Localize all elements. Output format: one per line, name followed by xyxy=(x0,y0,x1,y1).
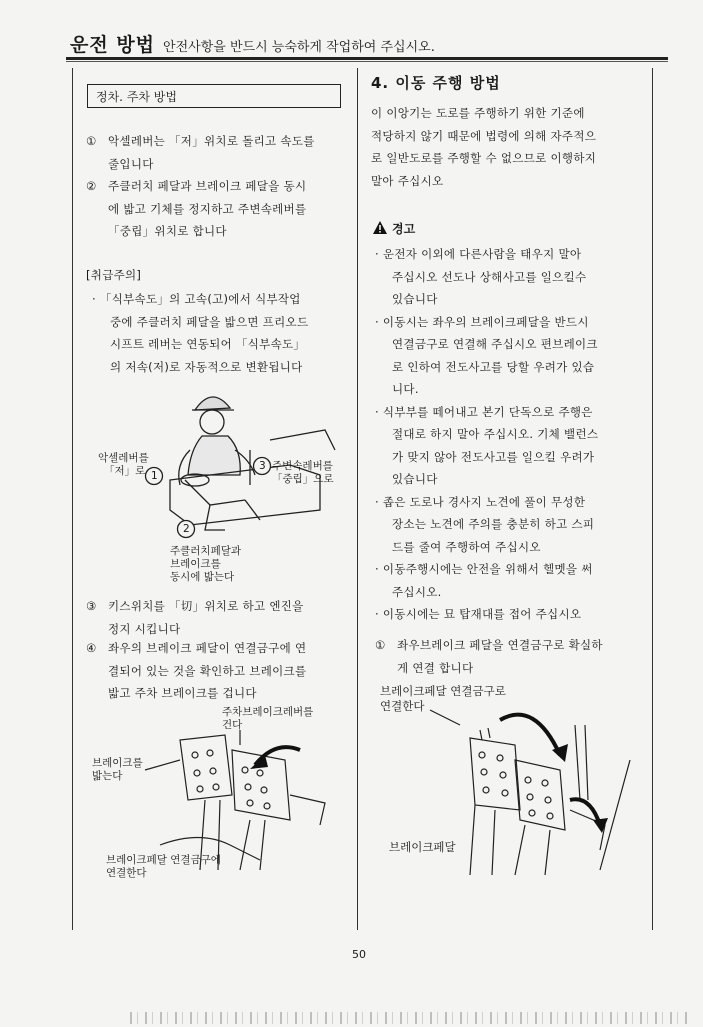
left-step4 xyxy=(86,637,356,705)
caution-line2: 중에 주클러치 페달을 밟으면 프리오드 xyxy=(110,314,309,329)
shift-label-line1: 주변속레버를 xyxy=(272,460,333,472)
caution-line3: 시프트 레버는 연동되어 「식부속도」 xyxy=(110,337,306,351)
step2-line1: 주클러치 페달과 브레이크 페달을 동시 xyxy=(108,179,307,193)
intro-line3: 로 일반도로를 주행할 수 없으므로 이행하지 xyxy=(371,151,597,165)
shift-label xyxy=(272,460,334,486)
warning-line2: 주십시오 선도나 상해사고를 일으킬수 xyxy=(392,269,587,284)
warning-block xyxy=(375,243,653,626)
warning-line4: · 이동시는 좌우의 브레이크페달을 반드시 xyxy=(375,314,589,329)
warning-line14: 드를 줄여 주행하여 주십시오 xyxy=(392,539,541,554)
right-connect-label-line2: 연결한다 xyxy=(380,699,425,713)
header-rule-thin xyxy=(66,61,668,62)
clutch-label xyxy=(170,545,241,584)
connect-bracket-label xyxy=(106,854,221,880)
accel-label-line2: 「저」로 xyxy=(104,465,146,477)
step3-line2: 정지 시킵니다 xyxy=(108,621,181,636)
intro-line1: 이 이앙기는 도로를 주행하기 위한 기준에 xyxy=(371,106,585,120)
warning-line15: · 이동주행시에는 안전을 위해서 헬멧을 써 xyxy=(375,562,593,576)
step2-num: ② xyxy=(86,179,97,193)
warning-label: 경고 xyxy=(392,222,416,236)
press-brake-label xyxy=(92,757,143,783)
right-step1-line2: 게 연결 합니다 xyxy=(397,660,474,675)
clutch-label-line2: 브레이크를 xyxy=(170,558,221,570)
clutch-label-line3: 동시에 밟는다 xyxy=(170,571,235,583)
left-step3 xyxy=(86,595,356,640)
accel-label-line1: 악셀레버를 xyxy=(98,452,149,464)
warning-line12: · 좁은 도로나 경사지 노견에 풀이 무성한 xyxy=(375,494,586,509)
warning-line13: 장소는 노견에 주의를 충분히 하고 스피 xyxy=(392,517,595,531)
connect-bracket-label-line2: 연결한다 xyxy=(106,867,147,879)
left-step2 xyxy=(86,175,356,243)
caution-block xyxy=(92,288,354,378)
step4-line3: 밟고 주차 브레이크를 겁니다 xyxy=(108,686,257,700)
intro-line4: 말아 주십시오 xyxy=(371,173,444,188)
right-connect-label-line1: 브레이크페달 연결금구로 xyxy=(380,684,506,698)
right-step1 xyxy=(375,634,653,679)
press-brake-label-line2: 밟는다 xyxy=(92,770,123,782)
step4-line1: 좌우의 브레이크 페달이 연결금구에 연 xyxy=(108,641,307,655)
left-step1 xyxy=(86,130,356,175)
warning-line8: · 식부부를 떼어내고 본기 단독으로 주행은 xyxy=(375,404,593,419)
right-pedal-label: 브레이크페달 xyxy=(389,840,456,854)
warning-line10: 가 맞지 않아 전도사고를 일으킬 우려가 xyxy=(392,449,595,464)
section-title: 4. 이동 주행 방법 xyxy=(371,74,501,92)
left-border xyxy=(72,68,73,930)
warning-line6: 로 인하여 전도사고를 당할 우려가 있습 xyxy=(392,359,595,374)
warning-line11: 있습니다 xyxy=(392,472,438,486)
header-rule xyxy=(66,57,668,60)
warning-line16: 주십시오. xyxy=(392,584,442,599)
intro-line2: 적당하지 않기 때문에 법령에 의해 자주적으 xyxy=(371,128,597,143)
warning-line5: 연결금구로 연결해 주십시오 편브레이크 xyxy=(392,337,598,351)
step1-num: ① xyxy=(86,134,97,148)
intro-block xyxy=(371,102,651,192)
header-title-small: 안전사항을 반드시 능숙하게 작업하여 주십시오. xyxy=(163,40,435,55)
warning-line1: · 운전자 이외에 다른사람을 태우지 말아 xyxy=(375,247,582,261)
step1-line1: 악셀레버는 「저」위치로 돌리고 속도를 xyxy=(108,134,315,148)
marker-3-text: 3 xyxy=(259,460,266,472)
warning-line3: 있습니다 xyxy=(392,292,438,306)
marker-2-text: 2 xyxy=(183,523,190,535)
brake-pedal-figure xyxy=(140,725,350,875)
caution-title: [취급주의] xyxy=(86,268,142,282)
press-brake-label-line1: 브레이크를 xyxy=(92,757,143,769)
park-brake-label xyxy=(222,706,313,732)
shift-label-line2: 「중립」으로 xyxy=(272,473,334,485)
park-brake-label-line1: 주차브레이크레버를 xyxy=(222,706,314,718)
clutch-label-line1: 주클러치페달과 xyxy=(170,545,242,557)
scan-artifact-strip xyxy=(130,1012,690,1024)
stop-parking-title-box: 정차. 주차 방법 xyxy=(87,84,341,108)
warning-icon xyxy=(372,220,388,235)
right-step1-num: ① xyxy=(375,638,386,652)
connect-bracket-label-line1: 브레이크페달 연결금구에 xyxy=(106,854,221,866)
caution-line1: · 「식부속도」의 고속(고)에서 식부작업 xyxy=(92,292,301,306)
warning-line9: 절대로 하지 말아 주십시오. 기체 밸런스 xyxy=(392,427,599,441)
warning-line17: · 이동시에는 묘 탑재대를 접어 주십시오 xyxy=(375,607,582,621)
step2-line3: 「중립」위치로 합니다 xyxy=(108,224,227,238)
step1-line2: 줄입니다 xyxy=(108,156,154,171)
step3-num: ③ xyxy=(86,599,97,613)
header-title-big: 운전 방법 xyxy=(70,34,156,56)
accel-label xyxy=(98,452,149,478)
right-step1-line1: 좌우브레이크 페달을 연결금구로 확실하 xyxy=(397,638,603,652)
column-divider xyxy=(357,68,358,930)
marker-1-text: 1 xyxy=(151,470,158,482)
step3-line1: 키스위치를 「切」위치로 하고 엔진을 xyxy=(108,599,304,613)
caution-line4: 의 저속(저)로 자동적으로 변환됩니다 xyxy=(110,359,303,374)
warning-line7: 니다. xyxy=(392,382,419,396)
page-number: 50 xyxy=(352,948,366,961)
step4-num: ④ xyxy=(86,641,97,655)
step4-line2: 결되어 있는 것을 확인하고 브레이크를 xyxy=(108,663,307,678)
park-brake-label-line2: 건다 xyxy=(222,719,243,731)
step2-line2: 에 밟고 기체를 정지하고 주변속레버를 xyxy=(108,201,307,216)
page-header xyxy=(70,30,670,60)
